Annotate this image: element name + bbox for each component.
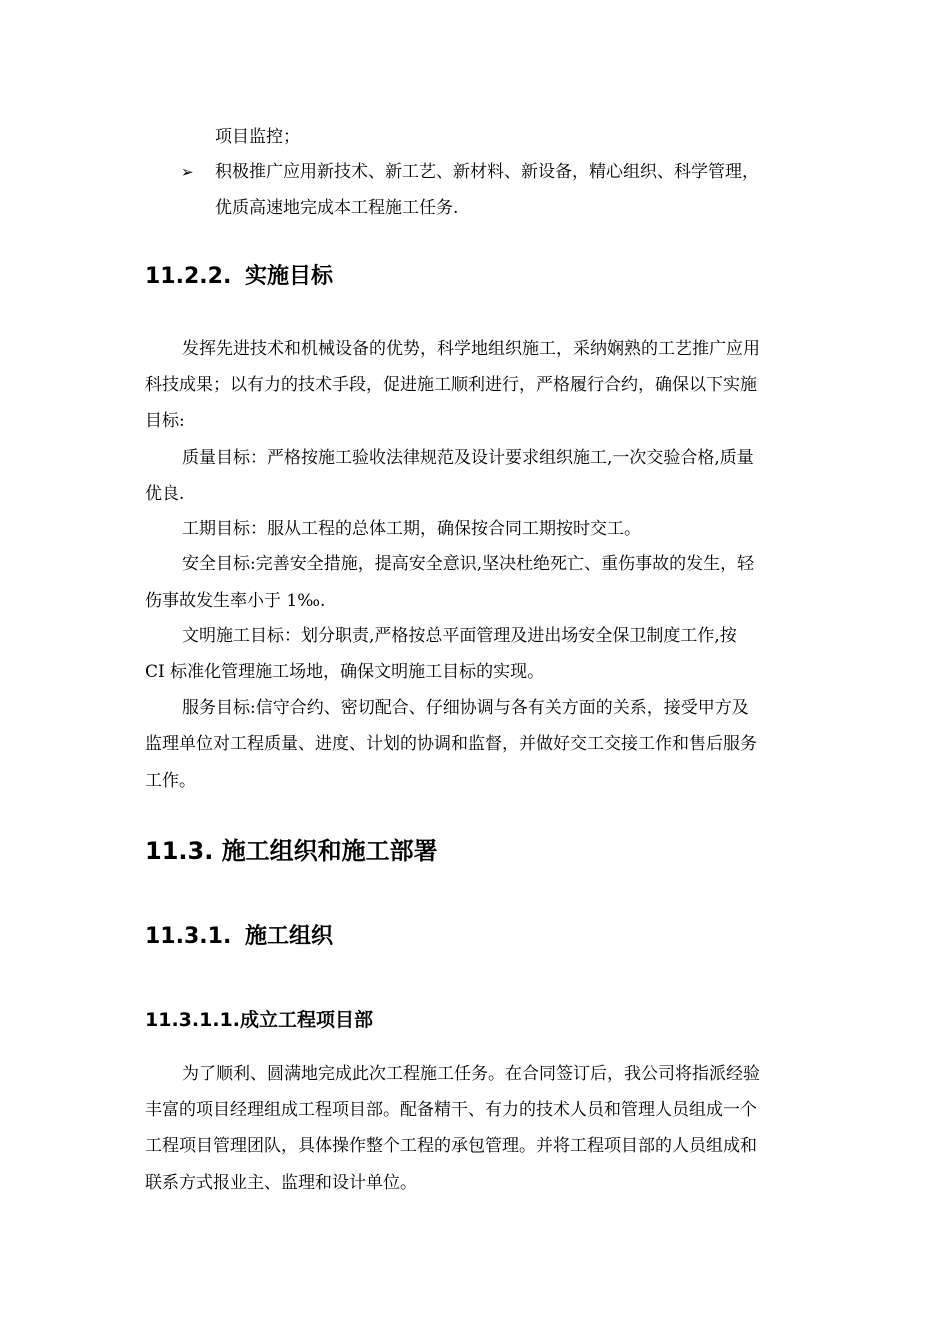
arrow-bullet-icon: ➢: [181, 163, 194, 181]
section-heading-11-3-1-1: 11.3.1.1.成立工程项目部: [145, 1009, 373, 1031]
paragraph-line: 工程项目管理团队，具体操作整个工程的承包管理。并将工程项目部的人员组成和: [145, 1136, 757, 1156]
section-heading-11-2-2: [145, 262, 333, 292]
section-number: 11.3.1.: [145, 924, 232, 949]
paragraph-line: 发挥先进技术和机械设备的优势，科学地组织施工，采纳娴熟的工艺推广应用: [182, 339, 760, 359]
paragraph-line: 工作。: [145, 771, 196, 791]
paragraph-line: 丰富的项目经理组成工程项目部。配备精干、有力的技术人员和管理人员组成一个: [145, 1100, 757, 1120]
section-number: 11.2.2.: [145, 264, 232, 289]
paragraph-line: 监理单位对工程质量、进度、计划的协调和监督，并做好交工交接工作和售后服务: [145, 734, 757, 754]
paragraph-line: CI 标准化管理施工场地，确保文明施工目标的实现。: [145, 662, 545, 682]
paragraph-line: 服务目标:信守合约、密切配合、仔细协调与各有关方面的关系，接受甲方及: [182, 698, 749, 718]
bullet-item-line: 优质高速地完成本工程施工任务.: [215, 198, 459, 218]
paragraph-line: 优良.: [145, 484, 185, 504]
section-title: 施工组织: [245, 924, 334, 949]
paragraph-line: 联系方式报业主、监理和设计单位。: [145, 1173, 417, 1193]
paragraph-line: 文明施工目标：划分职责,严格按总平面管理及进出场安全保卫制度工作,按: [182, 626, 737, 646]
paragraph-line: 工期目标：服从工程的总体工期，确保按合同工期按时交工。: [182, 519, 641, 539]
section-heading-11-3-1: [145, 922, 333, 952]
paragraph-line: 质量目标：严格按施工验收法律规范及设计要求组织施工,一次交验合格,质量: [182, 448, 754, 468]
paragraph-line: 目标:: [145, 411, 185, 431]
paragraph-line: 为了顺利、圆满地完成此次工程施工任务。在合同签订后，我公司将指派经验: [182, 1064, 760, 1084]
paragraph-line: 伤事故发生率小于 1‰.: [145, 591, 326, 611]
bullet-item-line: 积极推广应用新技术、新工艺、新材料、新设备，精心组织、科学管理，: [215, 162, 759, 182]
paragraph-line: 安全目标:完善安全措施，提高安全意识,坚决杜绝死亡、重伤事故的发生，轻: [182, 554, 755, 574]
bullet-item-continuation: 项目监控；: [215, 127, 300, 147]
section-heading-11-3: 11.3. 施工组织和施工部署: [145, 837, 438, 865]
section-title: 实施目标: [245, 264, 334, 289]
paragraph-line: 科技成果；以有力的技术手段，促进施工顺利进行，严格履行合约，确保以下实施: [145, 375, 757, 395]
